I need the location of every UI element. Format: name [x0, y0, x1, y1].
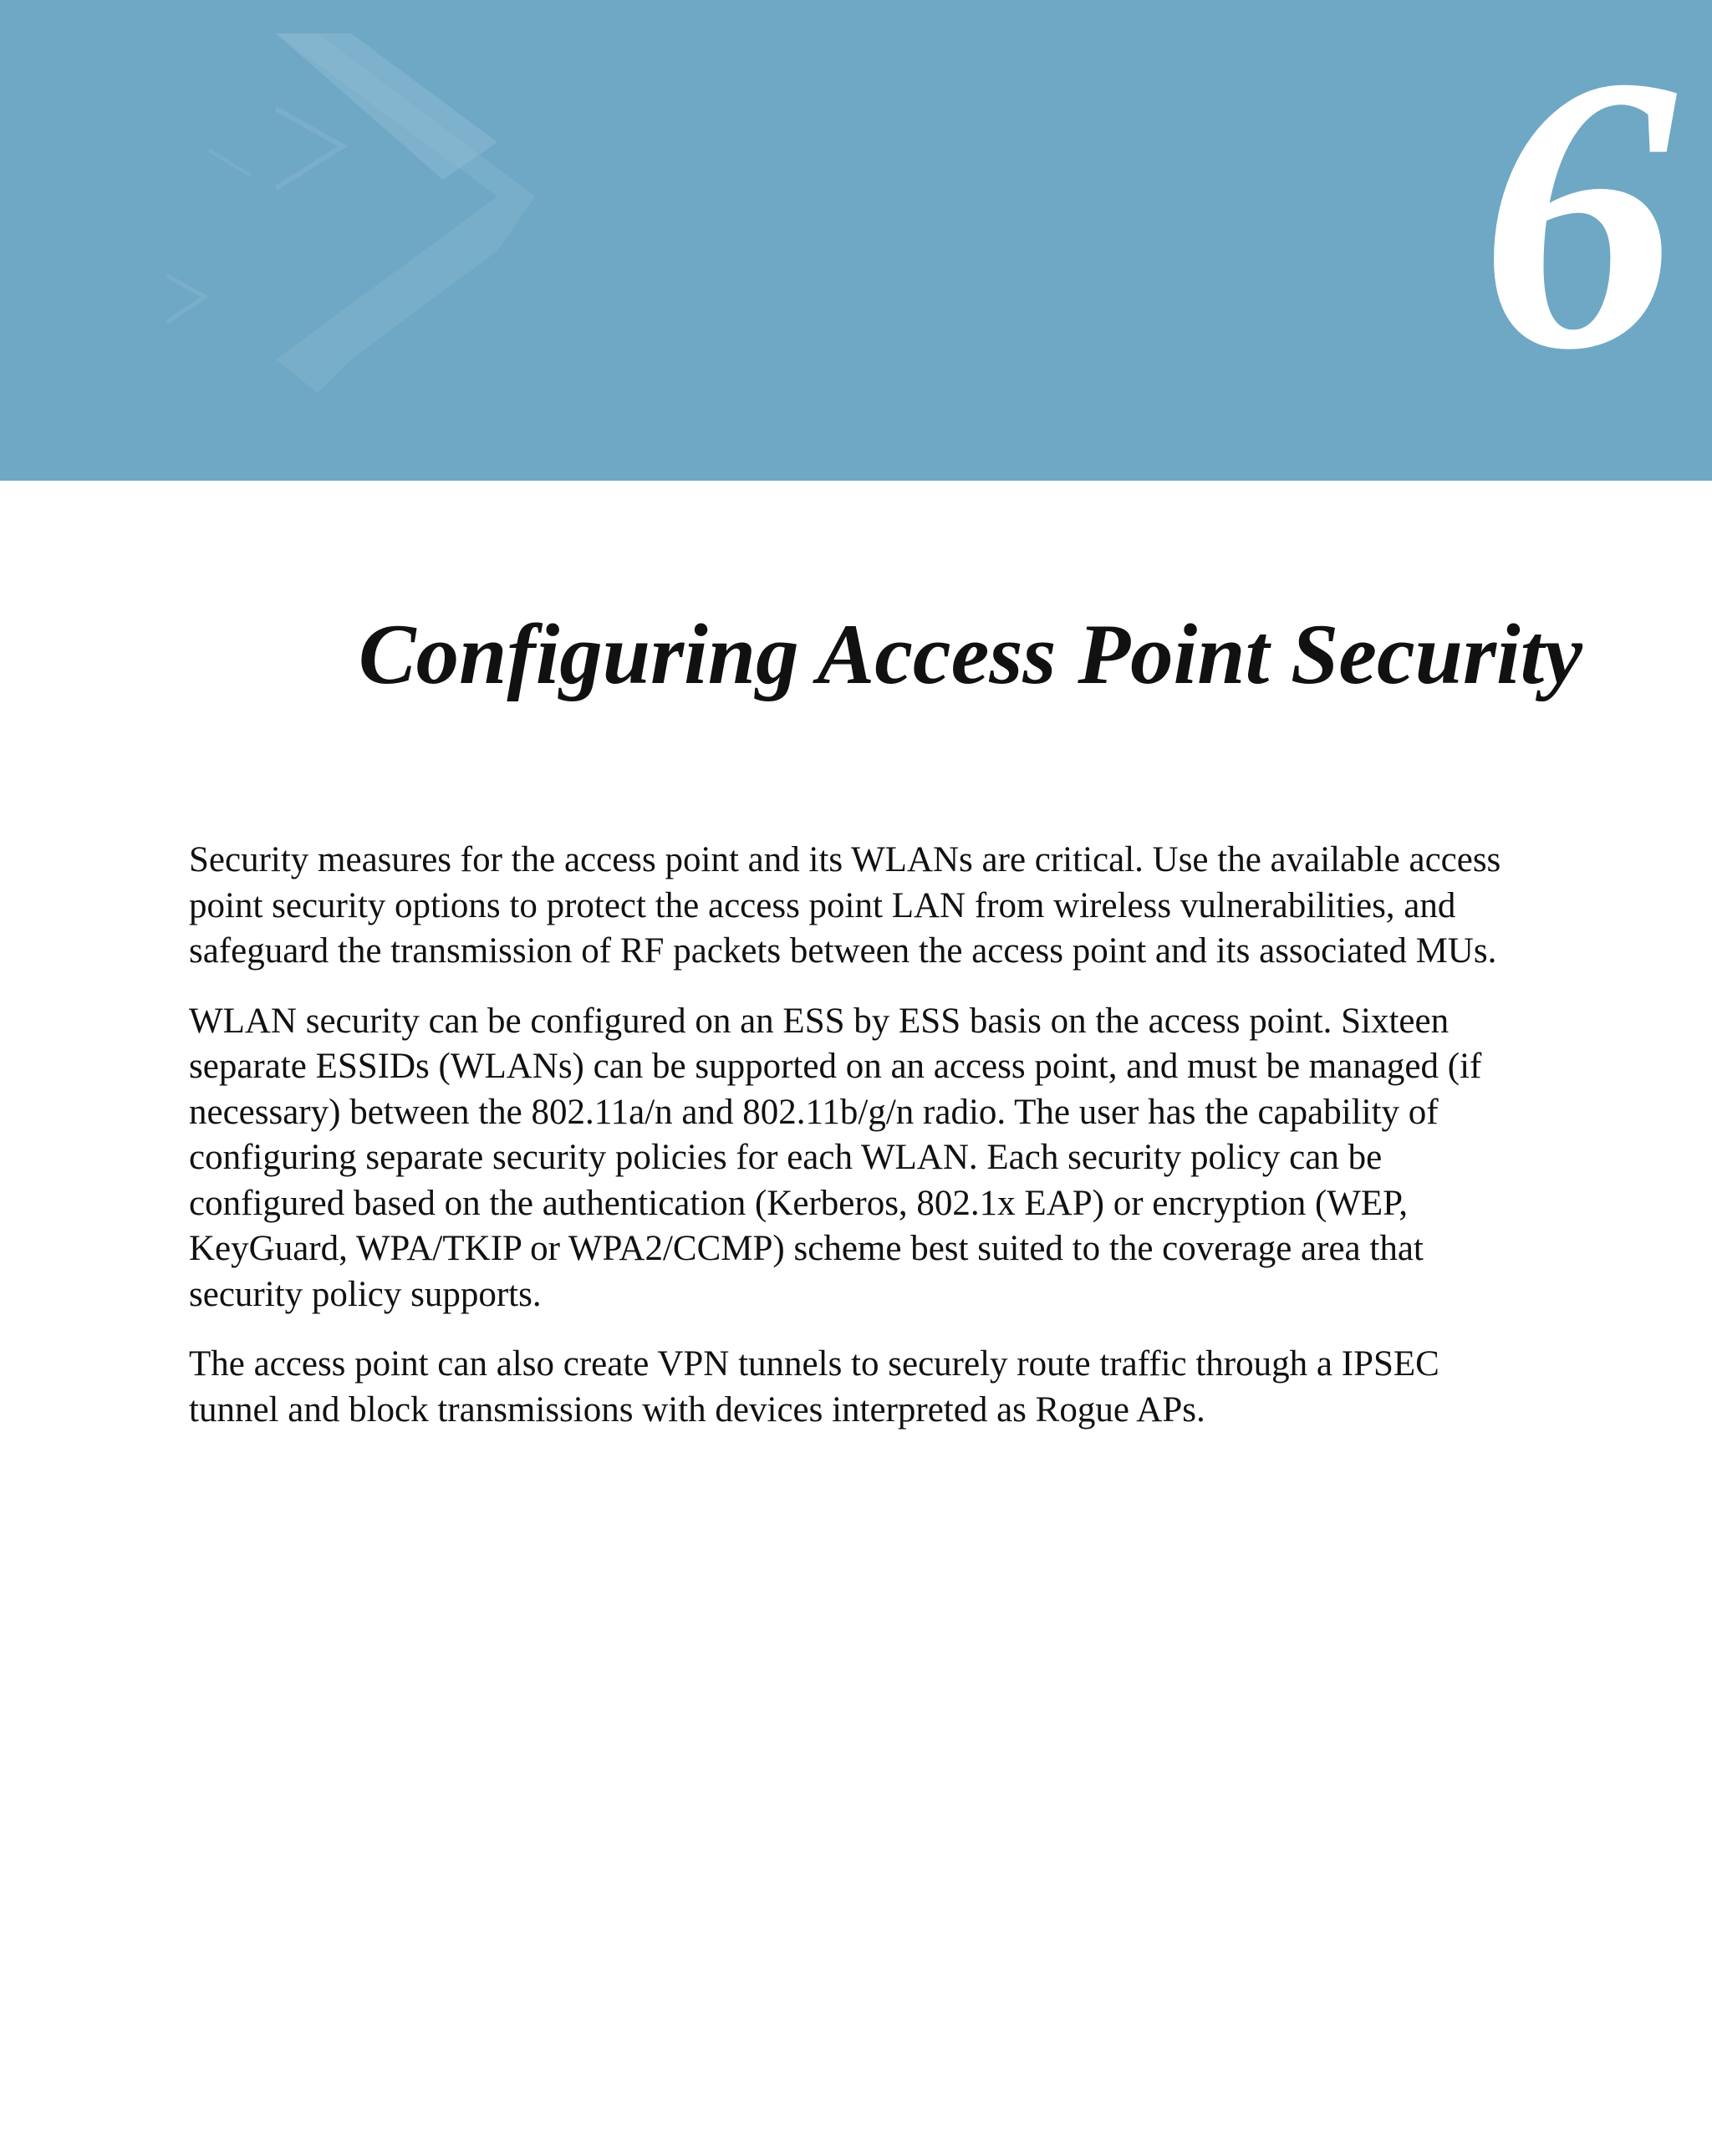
intro-paragraph — [189, 999, 1593, 1318]
paragraph-line: safeguard the transmission of RF packets between the access point and its associated MUs. — [189, 931, 1497, 971]
paragraph-line: necessary) between the 802.11a/n and 802.11b/g/n radio. The user has the capability of — [189, 1092, 1439, 1132]
chapter-intro — [189, 838, 1593, 1457]
paragraph-line: security policy supports. — [189, 1274, 542, 1314]
chapter-banner — [0, 0, 1712, 481]
paragraph-line: tunnel and block transmissions with devices interpreted as Rogue APs. — [189, 1389, 1205, 1430]
banner-background — [0, 0, 1712, 481]
paragraph-line: separate ESSIDs (WLANs) can be supported on an access point, and must be managed (if — [189, 1047, 1482, 1086]
intro-paragraph — [189, 838, 1593, 975]
chapter-title: Configuring Access Point Security — [358, 607, 1582, 702]
paragraph-line: point security options to protect the access point LAN from wireless vulnerabilities, and — [189, 885, 1456, 925]
paragraph-line: KeyGuard, WPA/TKIP or WPA2/CCMP) scheme best suited to the coverage area that — [189, 1229, 1424, 1268]
paragraph-line: The access point can also create VPN tunnels to securely route traffic through a IPSEC — [189, 1344, 1439, 1384]
paragraph-line: configuring separate security policies for each WLAN. Each security policy can be — [189, 1138, 1383, 1177]
paragraph-line: configured based on the authentication (Kerberos, 802.1x EAP) or encryption (WEP, — [189, 1183, 1409, 1223]
paragraph-line: Security measures for the access point and its WLANs are critical. Use the available access — [189, 840, 1501, 879]
intro-paragraph — [189, 1342, 1593, 1433]
chapter-number: 6 — [1480, 0, 1677, 431]
paragraph-line: WLAN security can be configured on an ESS by ESS basis on the access point. Sixteen — [189, 1001, 1450, 1041]
